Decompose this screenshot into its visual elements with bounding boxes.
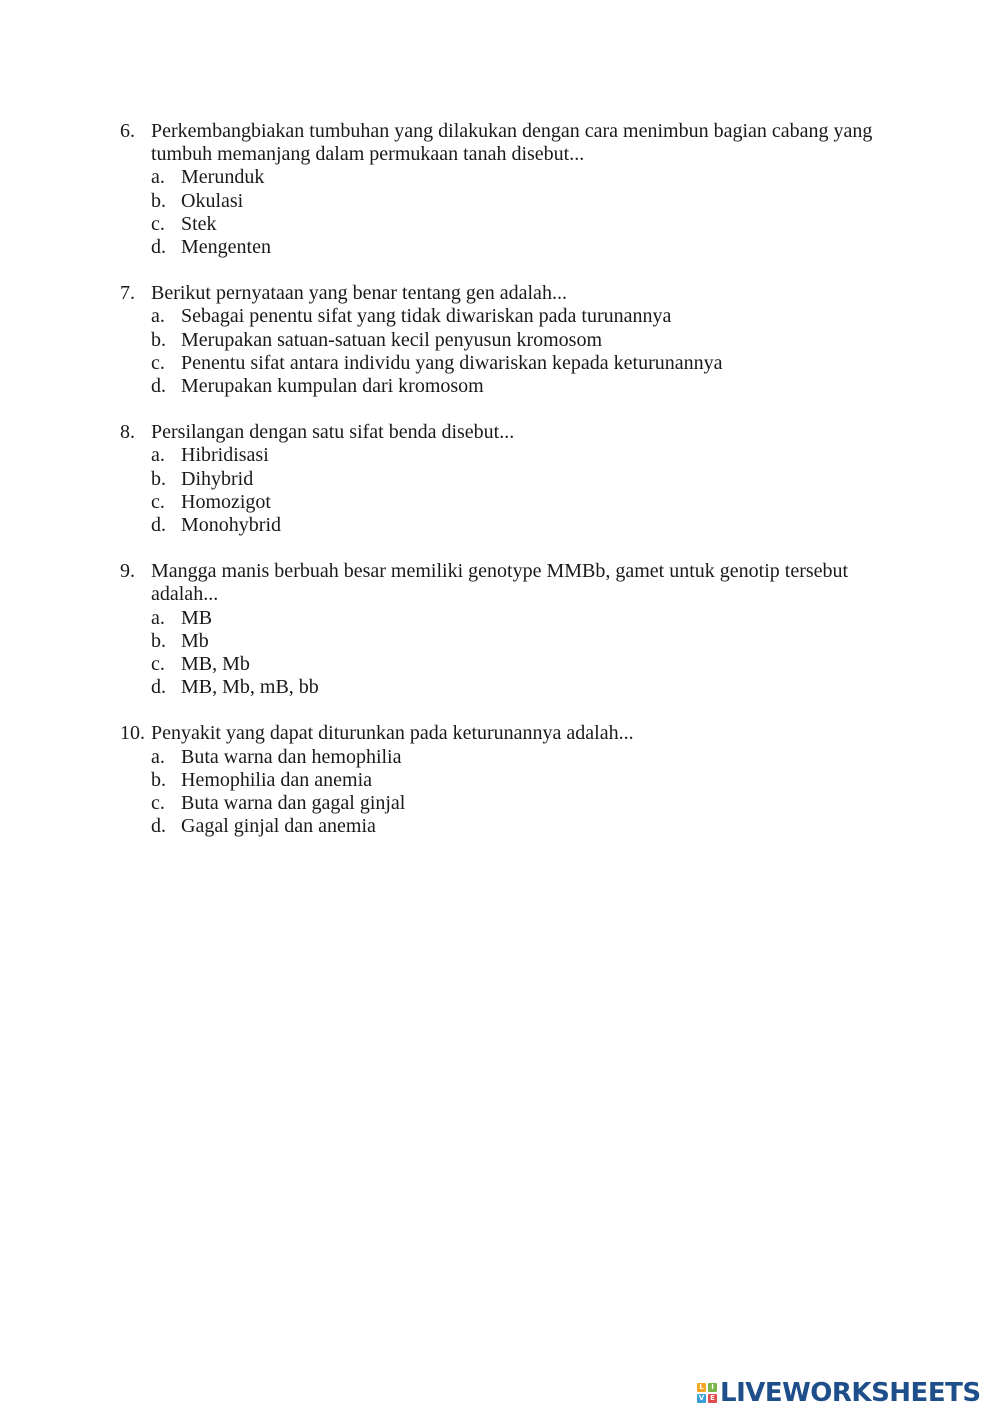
option-letter: d. (151, 676, 166, 699)
option-list (151, 305, 900, 398)
option-d[interactable] (151, 236, 900, 259)
option-letter: b. (151, 467, 166, 490)
logo-mark-tile: L (697, 1383, 706, 1392)
question-number: 7. (120, 282, 135, 305)
option-letter: d. (151, 236, 166, 259)
option-text: Stek (181, 212, 217, 235)
option-text: Hibridisasi (181, 444, 269, 467)
option-c[interactable] (151, 213, 900, 236)
option-b[interactable] (151, 769, 900, 792)
option-d[interactable] (151, 676, 900, 699)
option-text: Gagal ginjal dan anemia (181, 815, 376, 838)
option-letter: d. (151, 375, 166, 398)
question-9 (120, 560, 900, 699)
logo-text: LIVEWORKSHEETS (720, 1378, 981, 1408)
option-a[interactable] (151, 607, 900, 630)
option-a[interactable] (151, 166, 900, 189)
option-letter: b. (151, 328, 166, 351)
option-text: Merupakan satuan-satuan kecil penyusun kromosom (181, 328, 603, 351)
option-text: MB (181, 606, 213, 629)
question-10 (120, 722, 900, 838)
option-b[interactable] (151, 190, 900, 213)
option-b[interactable] (151, 630, 900, 653)
option-letter: b. (151, 629, 166, 652)
option-d[interactable] (151, 375, 900, 398)
option-text: Buta warna dan gagal ginjal (181, 792, 406, 815)
option-letter: a. (151, 444, 165, 467)
option-text: Monohybrid (181, 514, 281, 537)
option-b[interactable] (151, 329, 900, 352)
question-number: 6. (120, 120, 135, 142)
option-list (151, 607, 900, 700)
logo-mark-tile: I (708, 1383, 717, 1392)
option-c[interactable] (151, 491, 900, 514)
option-letter: c. (151, 653, 165, 676)
question-6 (120, 120, 900, 259)
option-a[interactable] (151, 305, 900, 328)
option-c[interactable] (151, 653, 900, 676)
option-text: Dihybrid (181, 467, 254, 490)
option-text: MB, Mb, mB, bb (181, 676, 319, 699)
question-text: Persilangan dengan satu sifat benda disebut... (151, 421, 515, 444)
option-letter: d. (151, 815, 166, 838)
option-d[interactable] (151, 815, 900, 838)
option-text: MB, Mb (181, 653, 250, 676)
question-text: Perkembangbiakan tumbuhan yang dilakukan dengan cara menimbun bagian cabang yang tumbuh memanjang dalam permukaan tanah disebut... (151, 120, 873, 166)
question-number: 9. (120, 560, 135, 583)
option-text: Hemophilia dan anemia (181, 768, 373, 791)
question-8 (120, 421, 900, 537)
option-letter: a. (151, 305, 165, 328)
option-letter: c. (151, 490, 165, 513)
option-letter: c. (151, 212, 165, 235)
liveworksheets-logo (697, 1377, 981, 1409)
question-text: Mangga manis berbuah besar memiliki genotype MMBb, gamet untuk genotip tersebut adalah... (151, 560, 849, 606)
option-a[interactable] (151, 746, 900, 769)
option-d[interactable] (151, 514, 900, 537)
option-letter: a. (151, 166, 165, 189)
option-text: Buta warna dan hemophilia (181, 745, 402, 768)
option-text: Merupakan kumpulan dari kromosom (181, 375, 484, 398)
option-text: Merunduk (181, 166, 265, 189)
question-number: 10. (120, 722, 145, 745)
option-list (151, 444, 900, 537)
option-letter: d. (151, 514, 166, 537)
option-text: Okulasi (181, 189, 244, 212)
option-letter: b. (151, 768, 166, 791)
option-c[interactable] (151, 792, 900, 815)
logo-mark-tile: E (708, 1394, 717, 1403)
liveworksheets-logo-icon (697, 1383, 717, 1403)
option-list (151, 746, 900, 839)
option-letter: c. (151, 792, 165, 815)
question-text: Berikut pernyataan yang benar tentang gen adalah... (151, 282, 567, 305)
option-c[interactable] (151, 352, 900, 375)
option-letter: c. (151, 351, 165, 374)
option-a[interactable] (151, 444, 900, 467)
option-text: Mb (181, 629, 209, 652)
option-letter: a. (151, 745, 165, 768)
question-text: Penyakit yang dapat diturunkan pada keturunannya adalah... (151, 722, 634, 745)
option-text: Penentu sifat antara individu yang diwariskan kepada keturunannya (181, 351, 723, 374)
option-letter: b. (151, 189, 166, 212)
logo-mark-tile: V (698, 1394, 705, 1402)
option-text: Mengenten (181, 236, 271, 259)
option-text: Sebagai penentu sifat yang tidak diwariskan pada turunannya (181, 305, 672, 328)
option-text: Homozigot (181, 490, 271, 513)
option-list (151, 166, 900, 259)
option-b[interactable] (151, 468, 900, 491)
question-list (120, 120, 900, 861)
question-number: 8. (120, 421, 135, 444)
question-7 (120, 282, 900, 398)
option-letter: a. (151, 606, 165, 629)
